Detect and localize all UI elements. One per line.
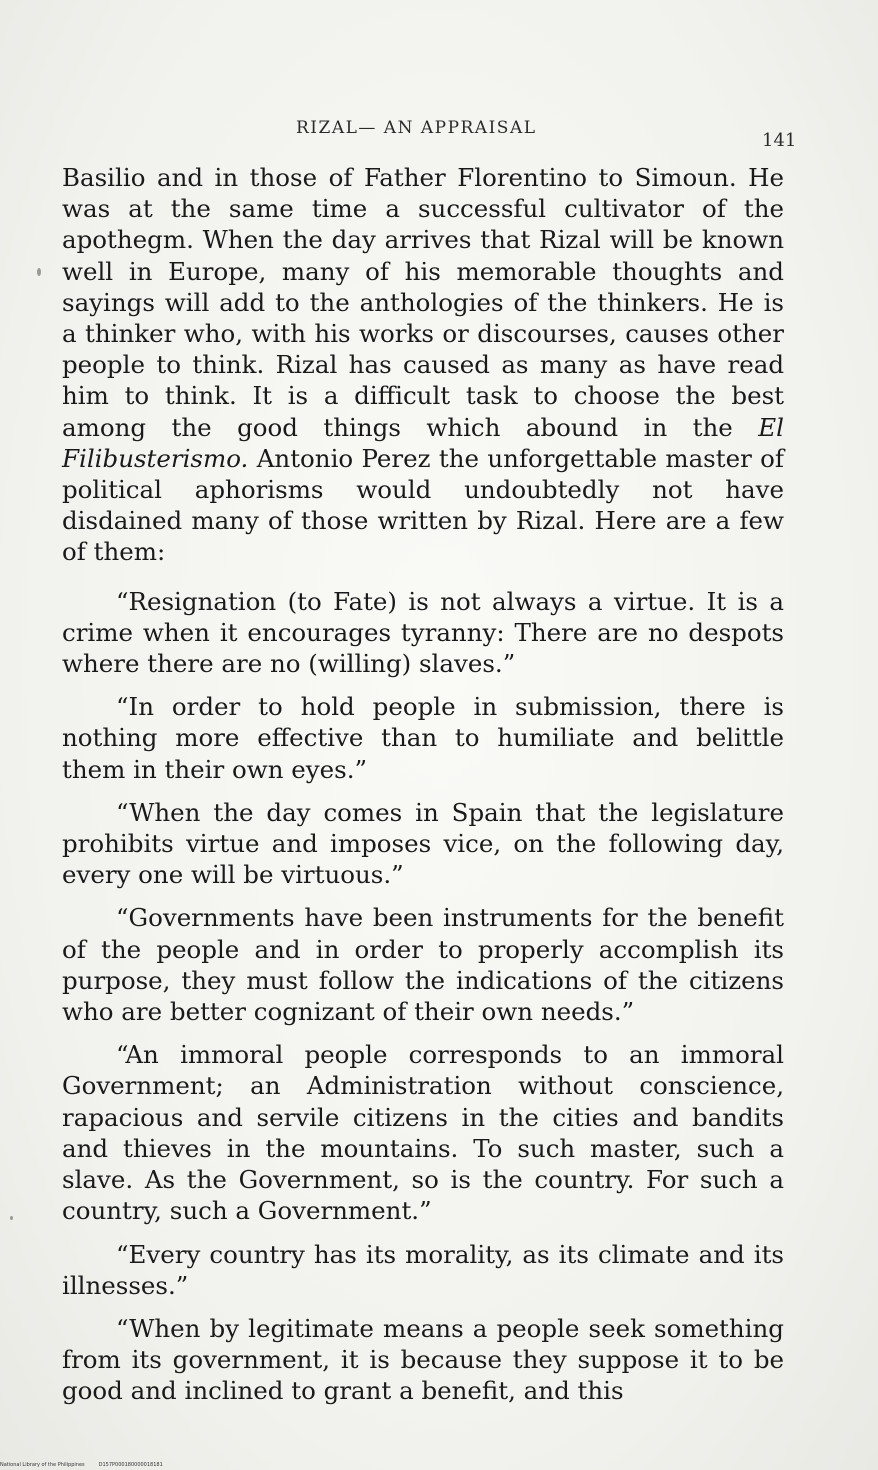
quote-paragraph-submission: “In order to hold people in submission, there is nothing more effective than to humiliate and belittle them in their own eyes.” bbox=[62, 692, 784, 784]
scan-footer bbox=[0, 1462, 177, 1468]
book-title-italic: El Filibusterismo. bbox=[62, 412, 784, 473]
quote-paragraph-governments: “Governments have been instruments for the benefit of the people and in order to properly accomplish its purpose, they must follow the indications of the citizens who are better cognizant of their own needs.” bbox=[62, 903, 784, 1027]
intro-paragraph bbox=[62, 162, 784, 568]
scan-speck bbox=[37, 268, 41, 276]
body-text bbox=[62, 162, 784, 1407]
library-credit: National Library of the Philippines bbox=[0, 1462, 85, 1468]
quote-paragraph-resignation: “Resignation (to Fate) is not always a virtue. It is a crime when it encourages tyranny: There are no despots where there are no (willing) slaves.” bbox=[62, 586, 784, 679]
page-number: 141 bbox=[762, 130, 797, 151]
scan-speck bbox=[10, 1216, 13, 1220]
quote-paragraph-legislature: “When the day comes in Spain that the legislature prohibits virtue and imposes vice, on the following day, every one will be virtuous.” bbox=[62, 797, 784, 890]
scan-code: D157P000180000018181 bbox=[98, 1462, 163, 1468]
intro-text-start: Basilio and in those of Father Florentino to Simoun. He was at the same time a successful cultivator of the apothegm. When the day arrives that Rizal will be known well in Europe, many of his memorable thoughts and sayings will add to the anthologies of the thinkers. He is a thinker who, with his works or discourses, causes other people to think. Rizal has caused as many as have read him to think. It is a difficult task to choose the best among the good things which abound in the bbox=[62, 163, 784, 442]
quote-paragraph-morality: “Every country has its morality, as its climate and its illnesses.” bbox=[62, 1239, 784, 1300]
intro-text-end: Antonio Perez the unforgettable master of political aphorisms would undoubtedly not have disdained many of those written by Rizal. Here are a few of them: bbox=[62, 443, 784, 567]
running-head: RIZAL— AN APPRAISAL bbox=[296, 118, 537, 138]
quote-paragraph-legitimate-means: “When by legitimate means a people seek something from its government, it is because they suppose it to be good and inclined to grant a benefit, and this bbox=[62, 1313, 784, 1406]
page-header bbox=[0, 118, 878, 151]
quote-paragraph-immoral-people: “An immoral people corresponds to an immoral Government; an Administration without conscience, rapacious and servile citizens in the cities and bandits and thieves in the mountains. To such master, such a slave. As the Government, so is the country. For such a country, such a Government.” bbox=[62, 1040, 784, 1226]
